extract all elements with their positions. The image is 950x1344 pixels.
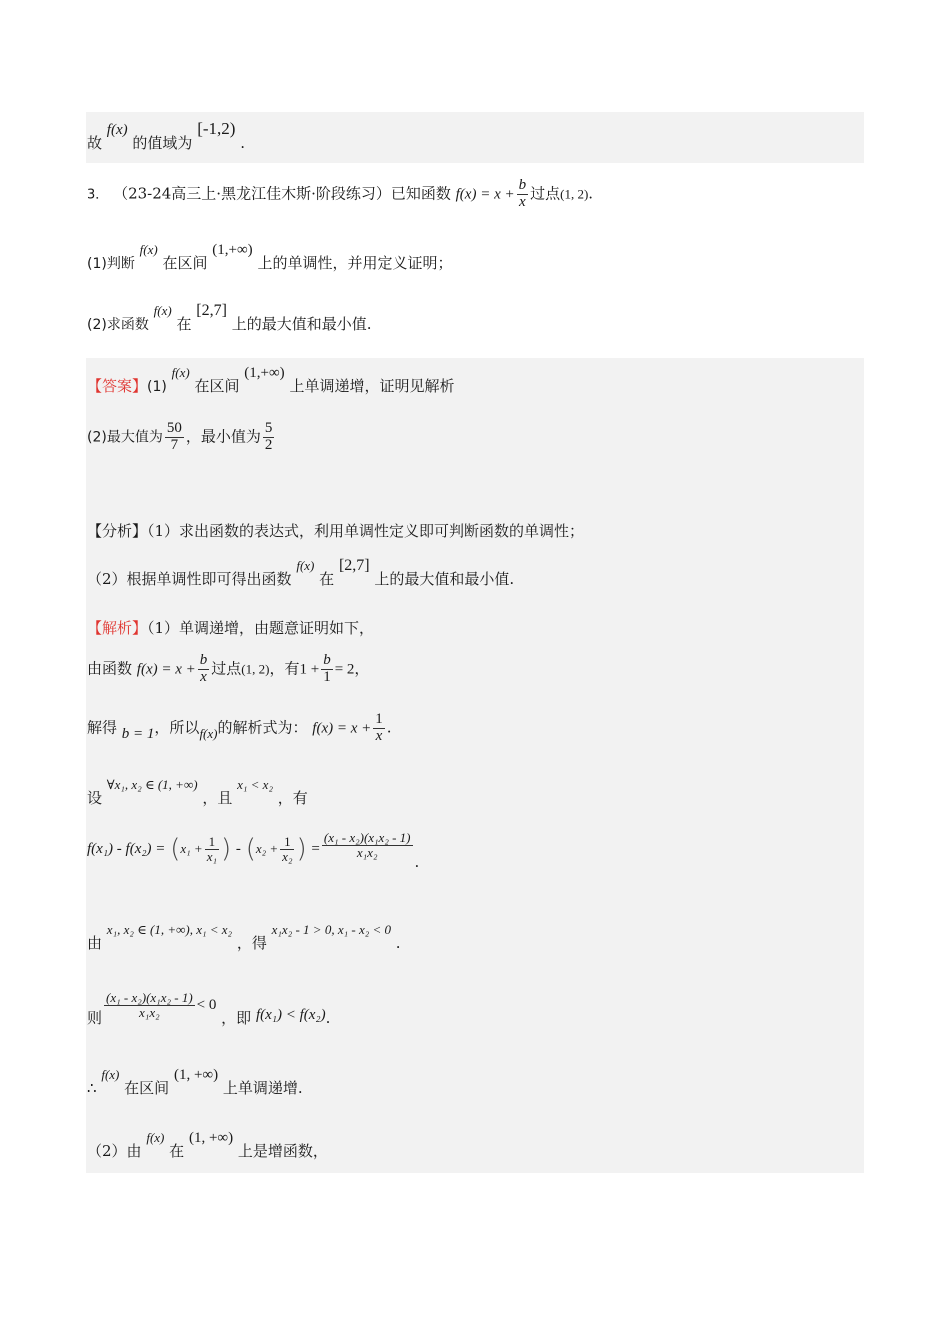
- left-paren: (: [170, 834, 181, 864]
- s7-end: .: [325, 1009, 331, 1028]
- s9-end: 上是增函数，: [237, 1142, 328, 1160]
- solution-s1: （1）单调递增，由题意证明如下，: [147, 619, 375, 637]
- solution-tag: 【解析】: [87, 619, 148, 637]
- analysis-p1: （1）求出函数的表达式，利用单调性定义即可判断函数的单调性；: [147, 522, 585, 540]
- min-denominator: 2: [264, 436, 273, 453]
- s2-have: ，有: [269, 659, 300, 678]
- analysis-fx: f(x): [296, 558, 315, 573]
- answer-1-mid: 在区间: [194, 377, 240, 395]
- min-numerator: 5: [264, 420, 273, 436]
- function-fraction: [517, 178, 529, 211]
- s2-fraction: [198, 653, 210, 686]
- s9-fx: f(x): [146, 1130, 165, 1145]
- answer-line-2: [87, 421, 276, 454]
- analysis-tag: 【分析】: [87, 522, 148, 540]
- s4-and: ，且: [202, 789, 233, 807]
- s7-den: x₁x₂: [139, 1004, 160, 1020]
- s4-inequality: x₁ < x₂: [237, 777, 273, 792]
- analysis-interval: [2,7]: [338, 557, 370, 574]
- analysis-mid: 在: [319, 570, 335, 588]
- answer-1-interval: (1,+∞): [244, 365, 285, 381]
- fx-symbol: f(x): [106, 122, 128, 138]
- s3-fx: f(x): [199, 726, 218, 742]
- s2-function: f(x) = x +: [136, 661, 196, 678]
- s3-function: f(x) = x +: [312, 720, 372, 737]
- range-conclusion-line: [87, 118, 245, 152]
- solution-line-9: [87, 1130, 328, 1161]
- s2-eq-den: 1: [323, 668, 331, 685]
- s5-equals: =: [311, 841, 320, 857]
- answer-1-fx: f(x): [171, 365, 190, 380]
- mid-text: 的值域为: [132, 134, 193, 152]
- answer-shaded-block: [86, 358, 864, 1173]
- question-2: [87, 302, 372, 334]
- s3-expr-label: 的解析式为：: [217, 718, 308, 737]
- s7-ie: ，即: [221, 1009, 252, 1028]
- answer-line-1: [87, 365, 455, 396]
- s2-eq-a: 1 +: [299, 661, 320, 678]
- s8-interval: (1, +∞): [173, 1067, 219, 1083]
- q2-mid: 在: [176, 315, 192, 333]
- s2-point: (1, 2): [241, 661, 270, 677]
- problem-number: 3．: [87, 187, 109, 203]
- s2-num: b: [199, 652, 208, 668]
- solution-line-7: [87, 990, 331, 1033]
- s2-pass: 过点: [211, 659, 242, 678]
- q2-label: (2)求函数: [87, 317, 149, 333]
- max-numerator: 50: [166, 420, 182, 436]
- s5-end: .: [414, 853, 420, 871]
- s3-fraction: [373, 712, 385, 745]
- s4-forall: ∀x₁, x₂ ∈ (1, +∞): [106, 777, 198, 792]
- s8-fx: f(x): [101, 1067, 120, 1082]
- s2-den: x: [200, 668, 207, 685]
- analysis-end: 上的最大值和最小值.: [374, 570, 515, 588]
- problem-statement: [87, 178, 593, 211]
- solution-line-6: [87, 922, 401, 953]
- q2-end: 上的最大值和最小值.: [231, 315, 372, 333]
- s2-eq-fraction: [321, 653, 333, 686]
- s5-num: (x₁ - x₂)(x₁x₂ - 1): [323, 829, 411, 845]
- s7-text: 则: [87, 1009, 103, 1028]
- s5-term1-fraction: [205, 835, 219, 863]
- s7-num: (x₁ - x₂)(x₁x₂ - 1): [106, 990, 193, 1005]
- s3-text: 解得: [87, 718, 118, 737]
- solution-line-1: [87, 617, 374, 638]
- s5-den: x₁x₂: [356, 844, 378, 860]
- s2-eq-num: b: [323, 652, 331, 668]
- answer-1-end: 上单调递增，证明见解析: [289, 377, 455, 395]
- s6-end: .: [395, 934, 401, 952]
- s2-text: 由函数: [87, 659, 133, 678]
- s8-mid: 在区间: [124, 1079, 170, 1097]
- s3-b-value: b = 1: [121, 726, 155, 743]
- s5-result-fraction: [322, 831, 413, 859]
- answer-1-label: (1): [147, 379, 167, 395]
- s5-t1-den: x₁: [206, 848, 217, 864]
- analysis-p2-label: （2）根据单调性即可得出函数: [87, 570, 292, 588]
- s7-result: f(x₁) < f(x₂): [255, 1007, 326, 1024]
- q1-label: (1)判断: [87, 256, 135, 272]
- solution-line-2: [87, 653, 369, 686]
- function-lhs: f(x) = x +: [455, 186, 515, 203]
- s2-eq-result: = 2: [334, 661, 355, 678]
- q1-mid: 在区间: [162, 254, 208, 272]
- s9-interval: (1, +∞): [188, 1130, 234, 1146]
- analysis-line-2: [87, 557, 515, 589]
- s9-text: （2）由: [87, 1142, 142, 1160]
- min-value-fraction: [263, 421, 275, 454]
- left-paren: (: [245, 834, 256, 864]
- pass-text: 过点: [530, 184, 561, 203]
- max-denominator: 7: [170, 436, 179, 453]
- s4-have: ，有: [277, 789, 308, 807]
- q2-interval: [2,7]: [196, 302, 227, 319]
- s7-less: < 0: [196, 997, 217, 1014]
- answer-2-mid: ，最小值为: [185, 427, 261, 446]
- s5-t1-num: 1: [205, 835, 219, 850]
- s3-den: x: [375, 727, 383, 744]
- s5-lhs: f(x₁) - f(x₂) =: [87, 841, 166, 857]
- s4-text: 设: [87, 789, 103, 807]
- range-value: [-1,2): [197, 119, 236, 138]
- fraction-numerator: b: [518, 177, 527, 193]
- s5-t2-num: 1: [280, 835, 294, 850]
- s5-term2-fraction: [280, 835, 294, 863]
- solution-line-5: [87, 829, 420, 871]
- max-value-fraction: [165, 421, 184, 454]
- solution-line-8: [87, 1067, 303, 1098]
- q1-fx: f(x): [139, 242, 158, 257]
- s6-get: ，得: [236, 934, 267, 952]
- s5-minus: -: [235, 841, 241, 857]
- end-text: .: [240, 134, 245, 152]
- s5-t2-den: x₂: [282, 848, 293, 864]
- q2-fx: f(x): [153, 303, 172, 318]
- s6-text: 由: [87, 934, 103, 952]
- therefore-symbol: ∴: [87, 1079, 97, 1097]
- s5-term2: x₂ +: [255, 841, 279, 856]
- question-1: [87, 242, 453, 273]
- answer-2-label: (2)最大值为: [87, 429, 163, 446]
- s3-num: 1: [375, 711, 383, 727]
- prefix-text: 故: [87, 134, 103, 152]
- s3-end: .: [386, 718, 392, 737]
- q1-end: 上的单调性，并用定义证明；: [257, 254, 453, 272]
- s7-fraction: [104, 991, 195, 1019]
- s9-mid: 在: [169, 1142, 185, 1160]
- right-paren: ): [296, 834, 307, 864]
- s3-so: ，所以: [154, 718, 200, 737]
- answer-tag: 【答案】: [87, 377, 148, 395]
- solution-line-3: [87, 712, 392, 745]
- analysis-line-1: [87, 520, 584, 541]
- fraction-denominator: x: [519, 193, 526, 210]
- right-paren: ): [220, 834, 232, 864]
- s6-condition: x₁, x₂ ∈ (1, +∞), x₁ < x₂: [106, 922, 233, 937]
- solution-line-4: [87, 777, 308, 808]
- q1-interval: (1,+∞): [212, 242, 253, 258]
- s5-term1: x₁ +: [180, 841, 203, 856]
- s6-result: x₁x₂ - 1 > 0, x₁ - x₂ < 0: [271, 922, 392, 937]
- s8-end: 上单调递增.: [222, 1079, 303, 1097]
- point-value: (1, 2): [560, 186, 589, 202]
- problem-source: （23-24高三上·黑龙江佳木斯·阶段练习）已知函数: [113, 184, 451, 203]
- end-text: .: [588, 184, 594, 203]
- s2-end: ，: [354, 659, 370, 678]
